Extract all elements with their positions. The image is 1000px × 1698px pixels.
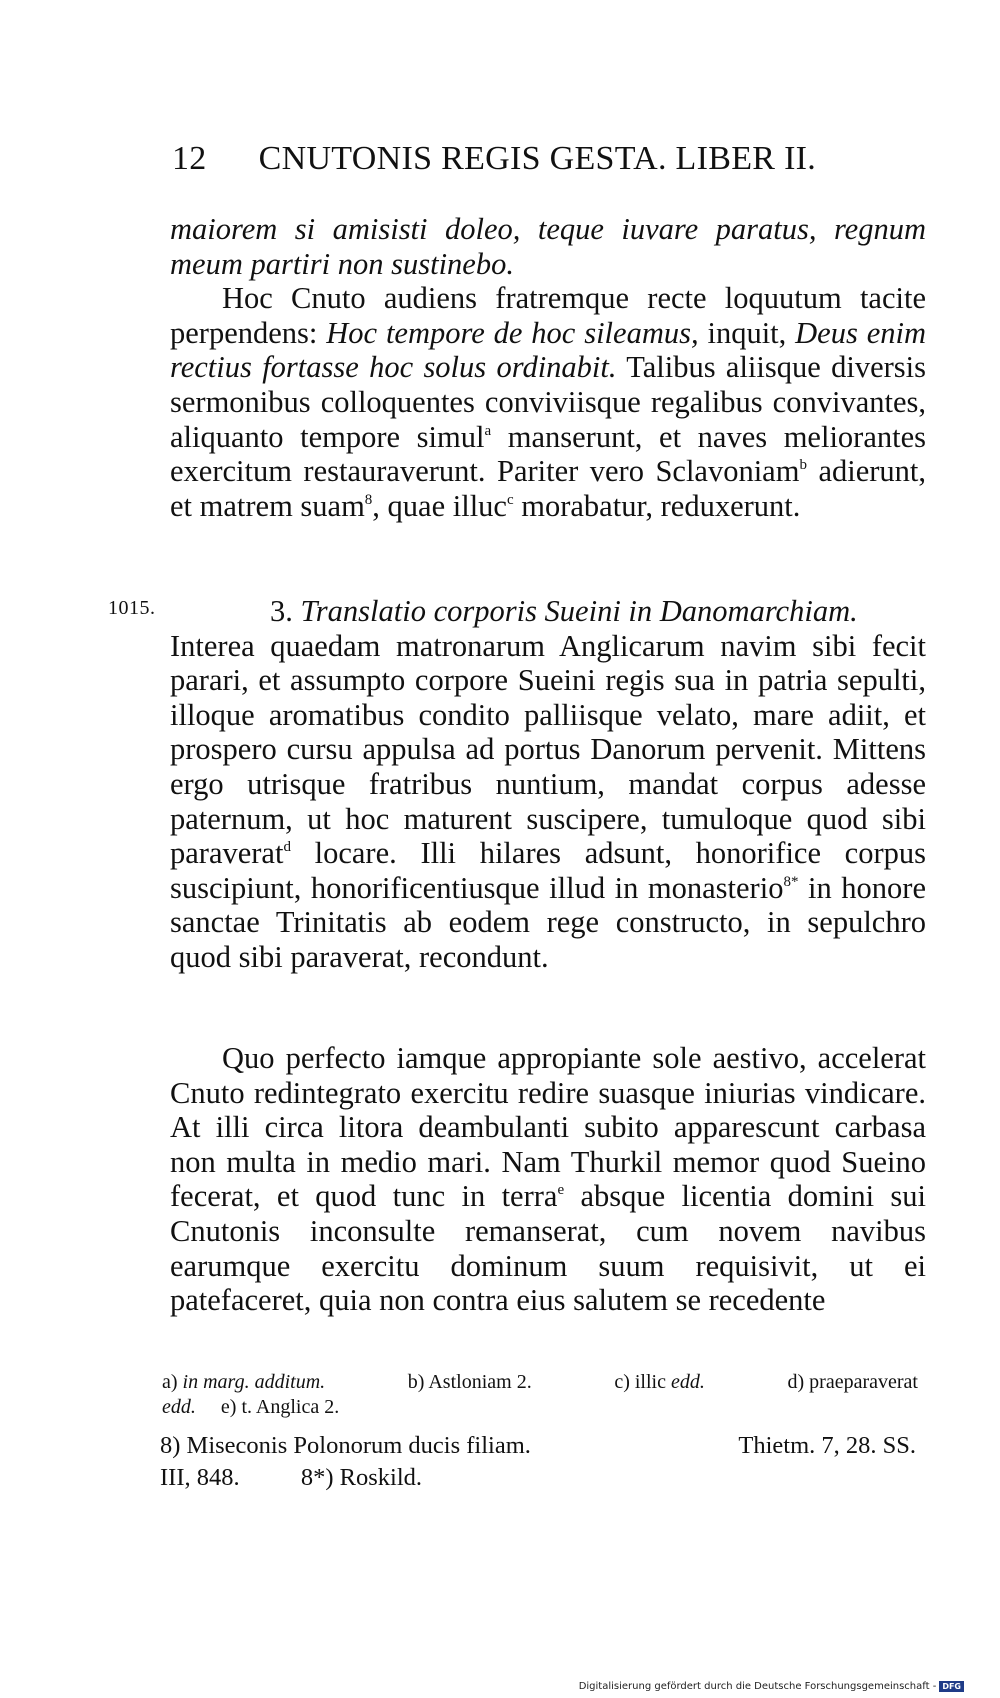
- note-reference: III, 848.: [160, 1464, 240, 1491]
- text-run: Talibus aliisque diversis sermonibus colloquentes conviviisque regalibus convivantes, aliquanto tempore simul: [170, 350, 926, 454]
- historical-notes-row-2: [160, 1462, 916, 1494]
- text-run: Hoc Cnuto audiens fratremque recte loquutum tacite perpendens:: [170, 281, 926, 350]
- note-label: 8*): [300, 1464, 334, 1491]
- digitization-credit: [579, 1681, 964, 1692]
- note-text: praeparaverat: [809, 1371, 918, 1393]
- note-label: d): [787, 1371, 805, 1393]
- italic-speech: maiorem si amisisti doleo, teque iuvare paratus, regnum meum partiri non sustinebo.: [170, 212, 926, 281]
- note-text: edd.: [670, 1371, 705, 1393]
- historical-notes-row-1: [160, 1430, 916, 1462]
- critical-notes-row-1: [162, 1370, 918, 1395]
- note-text: in marg. additum.: [182, 1371, 326, 1393]
- text-run: locare. Illi hilares adsunt, honorifice corpus suscipiunt, honorificentiusque illud in monasterio: [170, 836, 926, 905]
- footnote-ref: b: [799, 457, 807, 474]
- running-title: CNUTONIS REGIS GESTA. LIBER II.: [258, 140, 817, 177]
- note-text: edd.: [162, 1396, 196, 1418]
- text-run: manserunt, et naves meliorantes exercitum restauraverunt. Pariter vero Sclavoniam: [170, 419, 926, 489]
- note-8: [160, 1430, 531, 1462]
- note-b: [408, 1370, 532, 1395]
- text-run: absque licentia domini sui Cnutonis inconsulte remanserat, cum novem navibus earumque exercitu dominum suum requisivit, ut ei patefaceret, quia non contra eius salutem se recedente: [170, 1179, 927, 1318]
- note-text: illic: [634, 1371, 666, 1393]
- paragraph-hoc-cnuto: [170, 281, 926, 523]
- critical-notes: [162, 1370, 918, 1420]
- note-text: t. Anglica 2.: [241, 1396, 340, 1418]
- text-run: in honore sanctae Trinitatis ab eodem rege constructo, in sepulchro quod sibi paraverat, recondunt.: [170, 870, 927, 974]
- text-run: inquit,: [698, 315, 796, 350]
- text-run: Interea quaedam matronarum Anglicarum navim sibi fecit parari, et assumpto corpore Sueini regis sua in patria sepulti, illoque aromatibus condito palliisque velato, mare adiit, et prospero cursu appulsa ad portus Danorum pervenit. Mittens ergo utrisque fratribus nuntium, mandat corpus adesse paternum, ut hoc maturent suscipere, tumuloque quod sibi paraverat: [170, 628, 926, 871]
- note-text: Miseconis Polonorum ducis filiam.: [186, 1432, 531, 1459]
- note-label: a): [162, 1371, 178, 1393]
- note-label: e): [220, 1396, 237, 1418]
- section-number: 3.: [270, 594, 293, 628]
- italic-speech: Hoc tempore de hoc sileamus,: [326, 315, 699, 350]
- footnote-ref: 8: [364, 491, 373, 508]
- historical-notes: [160, 1430, 916, 1494]
- note-c: [614, 1370, 705, 1395]
- dfg-logo-icon: DFG: [939, 1681, 964, 1692]
- note-text: Roskild.: [339, 1464, 423, 1491]
- section-3: [170, 594, 926, 975]
- section-title: Translatio corporis Sueini in Danomarchiam.: [300, 594, 858, 628]
- italic-speech: Deus enim rectius fortasse hoc solus ordinabit.: [170, 315, 927, 385]
- note-reference: Thietm. 7, 28. SS.: [738, 1432, 916, 1459]
- text-run: adierunt, et matrem suam: [170, 454, 926, 523]
- note-label: c): [614, 1371, 630, 1393]
- text-run: , quae illuc: [372, 488, 507, 523]
- paragraph-quo-perfecto: [170, 1041, 926, 1318]
- paragraph-block-1: [170, 212, 926, 523]
- running-header: [172, 140, 842, 178]
- page-number: 12: [172, 140, 207, 177]
- footnote-ref: c: [506, 491, 514, 508]
- note-a: [162, 1370, 325, 1395]
- critical-notes-row-2: [162, 1395, 918, 1420]
- note-text: Astloniam 2.: [428, 1371, 532, 1393]
- paragraph-text: [170, 1041, 926, 1318]
- section-heading: [170, 594, 926, 629]
- text-run: Quo perfecto iamque appropiante sole aestivo, accelerat Cnuto redintegrato exercitu redire suasque iniurias vindicare. At illi circa litora deambulanti subito apparescunt carbasa non multa in medio mari. Nam Thurkil memor quod Sueino fecerat, et quod tunc in terra: [170, 1041, 926, 1214]
- credit-text: Digitalisierung gefördert durch die Deutsche Forschungsgemeinschaft -: [578, 1681, 937, 1692]
- note-label: 8): [160, 1432, 181, 1459]
- footnote-ref: 8*: [783, 873, 799, 890]
- text-run: morabatur, reduxerunt.: [513, 488, 801, 523]
- section-body: [170, 629, 926, 975]
- footnote-ref: d: [283, 839, 291, 856]
- footnote-ref: a: [484, 422, 492, 439]
- footnote-ref: e: [557, 1182, 565, 1199]
- margin-year: 1015.: [108, 597, 156, 619]
- paragraph-continuation: [170, 212, 926, 281]
- note-label: b): [407, 1371, 425, 1393]
- note-d: [788, 1370, 918, 1395]
